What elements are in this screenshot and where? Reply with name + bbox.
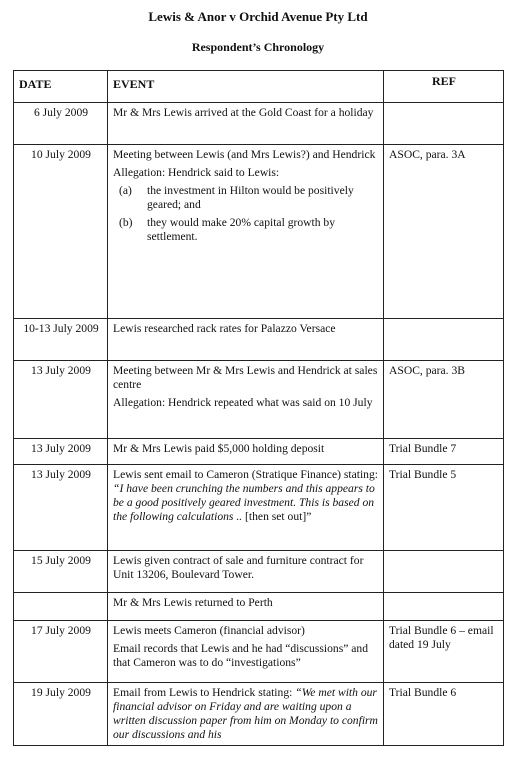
- table-row: [14, 621, 504, 683]
- event-text: [113, 468, 379, 524]
- row-event: [108, 621, 384, 683]
- row-event: [108, 465, 384, 551]
- event-extra: Email records that Lewis and he had “discussions” and that Cameron was to do “investigations”: [113, 642, 368, 669]
- row-date: 10 July 2009: [14, 145, 108, 319]
- column-header-event: EVENT: [108, 71, 384, 103]
- event-allegation: Allegation: Hendrick said to Lewis:: [113, 166, 280, 179]
- row-date: 13 July 2009: [14, 361, 108, 439]
- document-title: Lewis & Anor v Orchid Avenue Pty Ltd: [148, 9, 368, 24]
- row-date: 13 July 2009: [14, 465, 108, 551]
- event-text: Lewis researched rack rates for Palazzo Versace: [113, 322, 336, 335]
- table-row: [14, 361, 504, 439]
- event-text: [113, 686, 379, 742]
- row-date: 13 July 2009: [14, 439, 108, 465]
- table-row: [14, 103, 504, 145]
- item-text: they would make 20% capital growth by settlement.: [147, 216, 336, 243]
- event-prefix: Lewis sent email to Cameron (Stratique Finance) stating:: [113, 468, 378, 481]
- row-ref: [384, 103, 504, 145]
- row-event: [108, 103, 384, 145]
- row-ref: ASOC, para. 3B: [384, 361, 504, 439]
- table-row: [14, 145, 504, 319]
- row-ref: ASOC, para. 3A: [384, 145, 504, 319]
- row-ref: Trial Bundle 6: [384, 683, 504, 746]
- row-event: [108, 551, 384, 593]
- column-header-date: DATE: [14, 71, 108, 103]
- allegation-item: [119, 184, 379, 212]
- row-ref: [384, 593, 504, 621]
- event-text: Mr & Mrs Lewis arrived at the Gold Coast for a holiday: [113, 106, 374, 119]
- event-text: Mr & Mrs Lewis paid $5,000 holding deposit: [113, 442, 325, 455]
- row-ref: Trial Bundle 5: [384, 465, 504, 551]
- chronology-table: [13, 70, 504, 746]
- row-ref: [384, 319, 504, 361]
- row-ref: Trial Bundle 7: [384, 439, 504, 465]
- row-ref: Trial Bundle 6 – email dated 19 July: [384, 621, 504, 683]
- item-label: (b): [119, 216, 133, 229]
- table-row: [14, 439, 504, 465]
- allegation-item: [119, 216, 379, 244]
- row-ref: [384, 551, 504, 593]
- row-event: [108, 145, 384, 319]
- row-event: [108, 319, 384, 361]
- row-event: [108, 439, 384, 465]
- row-date: 10-13 July 2009: [14, 319, 108, 361]
- row-event: [108, 361, 384, 439]
- row-event: [108, 683, 384, 746]
- column-header-ref: REF: [384, 71, 504, 103]
- row-date: 17 July 2009: [14, 621, 108, 683]
- event-text: Meeting between Lewis (and Mrs Lewis?) and Hendrick: [113, 148, 376, 161]
- item-label: (a): [119, 184, 132, 197]
- event-prefix: Email from Lewis to Hendrick stating:: [113, 686, 296, 699]
- table-row: [14, 593, 504, 621]
- table-header-row: [14, 71, 504, 103]
- row-date: 6 July 2009: [14, 103, 108, 145]
- row-date: [14, 593, 108, 621]
- row-event: [108, 593, 384, 621]
- event-quote: “I have been crunching the numbers and this appears to be a good positively geared investment. This is based on the following calculations ..: [113, 482, 375, 523]
- row-date: 19 July 2009: [14, 683, 108, 746]
- event-allegation: Allegation: Hendrick repeated what was said on 10 July: [113, 396, 373, 409]
- event-quote: “We met with our financial advisor on Friday and are waiting upon a written discussion paper from him on Monday to confirm our discussions and his: [113, 686, 378, 741]
- table-row: [14, 551, 504, 593]
- event-text: Lewis meets Cameron (financial advisor): [113, 624, 305, 637]
- event-text: Meeting between Mr & Mrs Lewis and Hendrick at sales centre: [113, 364, 378, 391]
- table-row: [14, 465, 504, 551]
- event-text: Lewis given contract of sale and furniture contract for Unit 13206, Boulevard Tower.: [113, 554, 364, 581]
- table-row: [14, 319, 504, 361]
- item-text: the investment in Hilton would be positively geared; and: [147, 184, 354, 211]
- event-text: Mr & Mrs Lewis returned to Perth: [113, 596, 273, 609]
- row-date: 15 July 2009: [14, 551, 108, 593]
- table-row: [14, 683, 504, 746]
- document-subtitle: Respondent’s Chronology: [191, 40, 325, 54]
- event-suffix: [then set out]”: [242, 510, 312, 523]
